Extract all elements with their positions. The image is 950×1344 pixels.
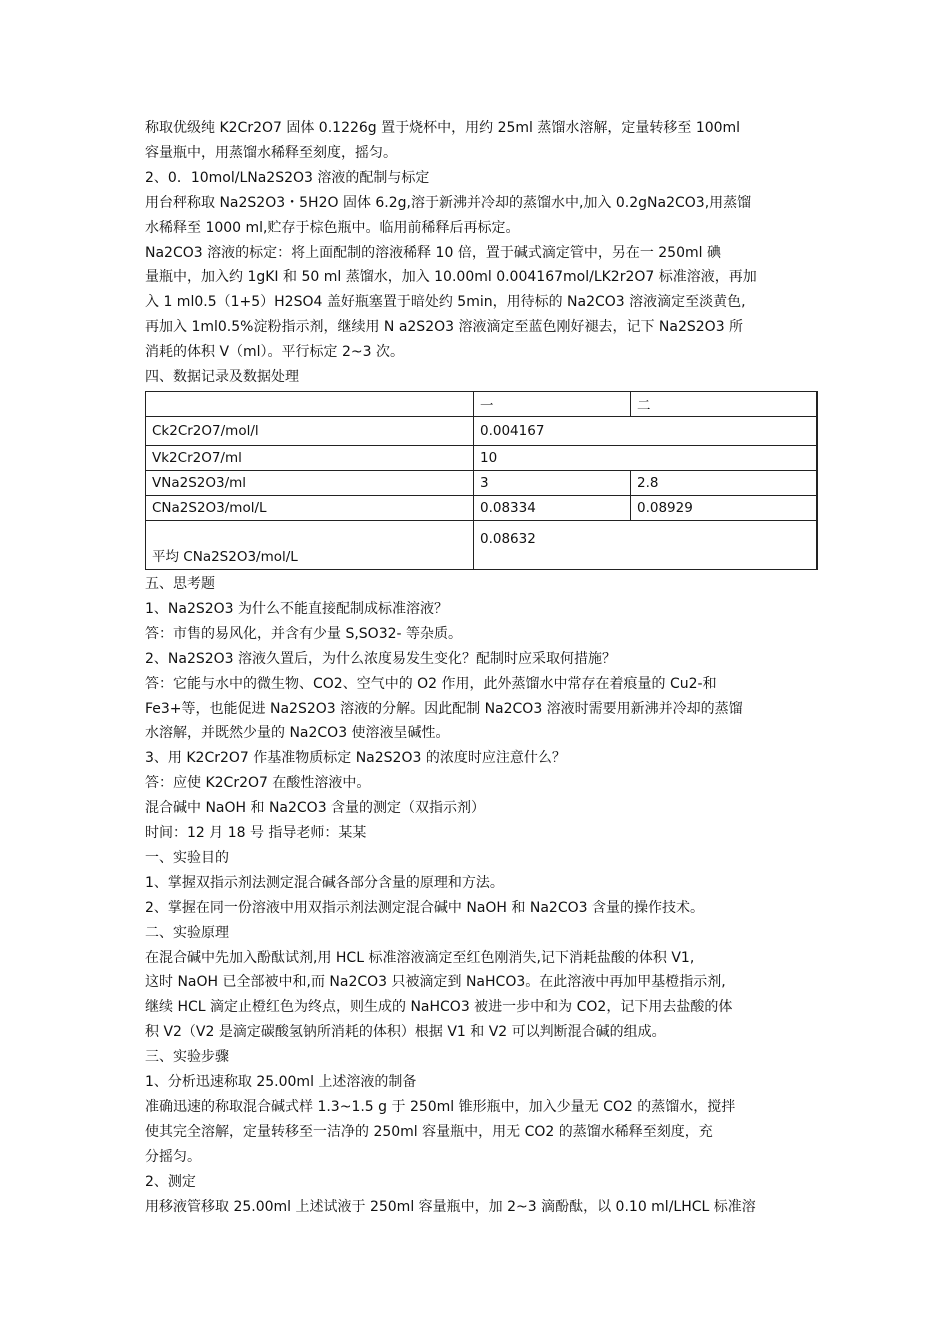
text-line: 1、Na2S2O3 为什么不能直接配制成标准溶液？ bbox=[145, 600, 449, 617]
table-header-cell: 一 bbox=[474, 391, 631, 416]
table-row bbox=[146, 445, 817, 470]
table-cell: 0.08334 bbox=[474, 495, 631, 520]
section-heading: 三、实验步骤 bbox=[145, 1049, 229, 1066]
text-line: 用台秤称取 Na2S2O3・5H2O 固体 6.2g,溶于新沸并冷却的蒸馏水中,加入 0.2gNa2CO3,用蒸馏 bbox=[145, 194, 752, 211]
text-line: 继续 HCL 滴定止橙红色为终点，则生成的 NaHCO3 被进一步中和为 CO2，记下用去盐酸的体 bbox=[145, 999, 733, 1016]
text-line: 1、掌握双指示剂法测定混合碱各部分含量的原理和方法。 bbox=[145, 874, 504, 891]
experiment-title: 混合碱中 NaOH 和 Na2CO3 含量的测定（双指示剂） bbox=[145, 800, 486, 817]
text-line: 在混合碱中先加入酚酞试剂,用 HCL 标准溶液滴定至红色刚消失,记下消耗盐酸的体积 V1, bbox=[145, 949, 695, 966]
table-row bbox=[146, 470, 817, 495]
data-table bbox=[145, 391, 818, 570]
section-heading: 二、实验原理 bbox=[145, 924, 229, 941]
text-line: 水稀释至 1000 ml,贮存于棕色瓶中。临用前稀释后再标定。 bbox=[145, 219, 520, 236]
text-line: 用移液管移取 25.00ml 上述试液于 250ml 容量瓶中，加 2~3 滴酚酞，以 0.10 ml/LHCL 标准溶 bbox=[145, 1198, 756, 1215]
text-line: 这时 NaOH 已全部被中和,而 Na2CO3 只被滴定到 NaHCO3。在此溶液中再加甲基橙指示剂, bbox=[145, 974, 726, 991]
text-line: 答：它能与水中的微生物、CO2、空气中的 O2 作用，此外蒸馏水中常存在着痕量的 Cu2-和 bbox=[145, 675, 717, 692]
table-row-label: 平均 CNa2S2O3/mol/L bbox=[146, 520, 474, 569]
text-line: 入 1 ml0.5（1+5）H2SO4 盖好瓶塞置于暗处约 5min，用待标的 Na2CO3 溶液滴定至淡黄色, bbox=[145, 294, 746, 311]
text-line: 消耗的体积 V（ml）。平行标定 2~3 次。 bbox=[145, 344, 404, 361]
text-line: 2、掌握在同一份溶液中用双指示剂法测定混合碱中 NaOH 和 Na2CO3 含量的操作技术。 bbox=[145, 899, 704, 916]
text-line: 容量瓶中，用蒸馏水稀释至刻度，摇匀。 bbox=[145, 144, 397, 161]
text-line: 时间：12 月 18 号 指导老师：某某 bbox=[145, 825, 367, 842]
table-row-label: Ck2Cr2O7/mol/l bbox=[146, 416, 474, 445]
text-line: 1、分析迅速称取 25.00ml 上述溶液的制备 bbox=[145, 1074, 417, 1091]
text-line: 准确迅速的称取混合碱式样 1.3~1.5 g 于 250ml 锥形瓶中，加入少量无 CO2 的蒸馏水，搅拌 bbox=[145, 1099, 736, 1115]
table-cell: 0.08632 bbox=[474, 520, 817, 569]
text-line: 量瓶中，加入约 1gKI 和 50 ml 蒸馏水，加入 10.00ml 0.004167mol/LK2r2O7 标准溶液，再加 bbox=[145, 269, 757, 286]
table-header-cell: 二 bbox=[631, 391, 817, 416]
text-line: 再加入 1ml0.5%淀粉指示剂，继续用 N a2S2O3 溶液滴定至蓝色刚好褪去，记下 Na2S2O3 所 bbox=[145, 319, 744, 336]
section-heading: 一、实验目的 bbox=[145, 849, 229, 866]
table-cell: 3 bbox=[474, 470, 631, 495]
table-row-label: VNa2S2O3/ml bbox=[146, 470, 474, 495]
text-line: Na2CO3 溶液的标定：将上面配制的溶液稀释 10 倍，置于碱式滴定管中，另在一 250ml 碘 bbox=[145, 244, 721, 261]
table-cell: 2.8 bbox=[631, 470, 817, 495]
table-cell: 0.004167 bbox=[474, 416, 817, 445]
intro-section bbox=[145, 116, 810, 390]
text-line: 分摇匀。 bbox=[145, 1148, 201, 1165]
document-page bbox=[145, 116, 810, 1220]
text-line: 2、测定 bbox=[145, 1173, 196, 1190]
table-header-row bbox=[146, 391, 817, 416]
table-row bbox=[146, 416, 817, 445]
text-line: 2、0．10mol/LNa2S2O3 溶液的配制与标定 bbox=[145, 169, 430, 186]
table-row-label: Vk2Cr2O7/ml bbox=[146, 445, 474, 470]
body-section bbox=[145, 572, 810, 1220]
text-line: 3、用 K2Cr2O7 作基准物质标定 Na2S2O3 的浓度时应注意什么？ bbox=[145, 750, 566, 767]
text-line: 2、Na2S2O3 溶液久置后，为什么浓度易发生变化？配制时应采取何措施？ bbox=[145, 650, 617, 667]
section-heading: 四、数据记录及数据处理 bbox=[145, 369, 299, 386]
text-line: Fe3+等，也能促进 Na2S2O3 溶液的分解。因此配制 Na2CO3 溶液时需要用新沸并冷却的蒸馏 bbox=[145, 700, 743, 717]
table-row bbox=[146, 495, 817, 520]
table-header-cell bbox=[146, 391, 474, 416]
text-line: 称取优级纯 K2Cr2O7 固体 0.1226g 置于烧杯中，用约 25ml 蒸馏水溶解，定量转移至 100ml bbox=[145, 120, 741, 136]
section-heading: 五、思考题 bbox=[145, 575, 215, 592]
text-line: 答：市售的易风化，并含有少量 S,SO32- 等杂质。 bbox=[145, 625, 463, 642]
text-line: 水溶解，并既然少量的 Na2CO3 使溶液呈碱性。 bbox=[145, 725, 450, 742]
text-line: 答：应使 K2Cr2O7 在酸性溶液中。 bbox=[145, 775, 371, 792]
table-row bbox=[146, 520, 817, 569]
text-line: 积 V2（V2 是滴定碳酸氢钠所消耗的体积）根据 V1 和 V2 可以判断混合碱的组成。 bbox=[145, 1024, 666, 1041]
table-cell: 10 bbox=[474, 445, 817, 470]
text-line: 使其完全溶解，定量转移至一洁净的 250ml 容量瓶中，用无 CO2 的蒸馏水稀释至刻度，充 bbox=[145, 1123, 713, 1140]
table-row-label: CNa2S2O3/mol/L bbox=[146, 495, 474, 520]
table-cell: 0.08929 bbox=[631, 495, 817, 520]
